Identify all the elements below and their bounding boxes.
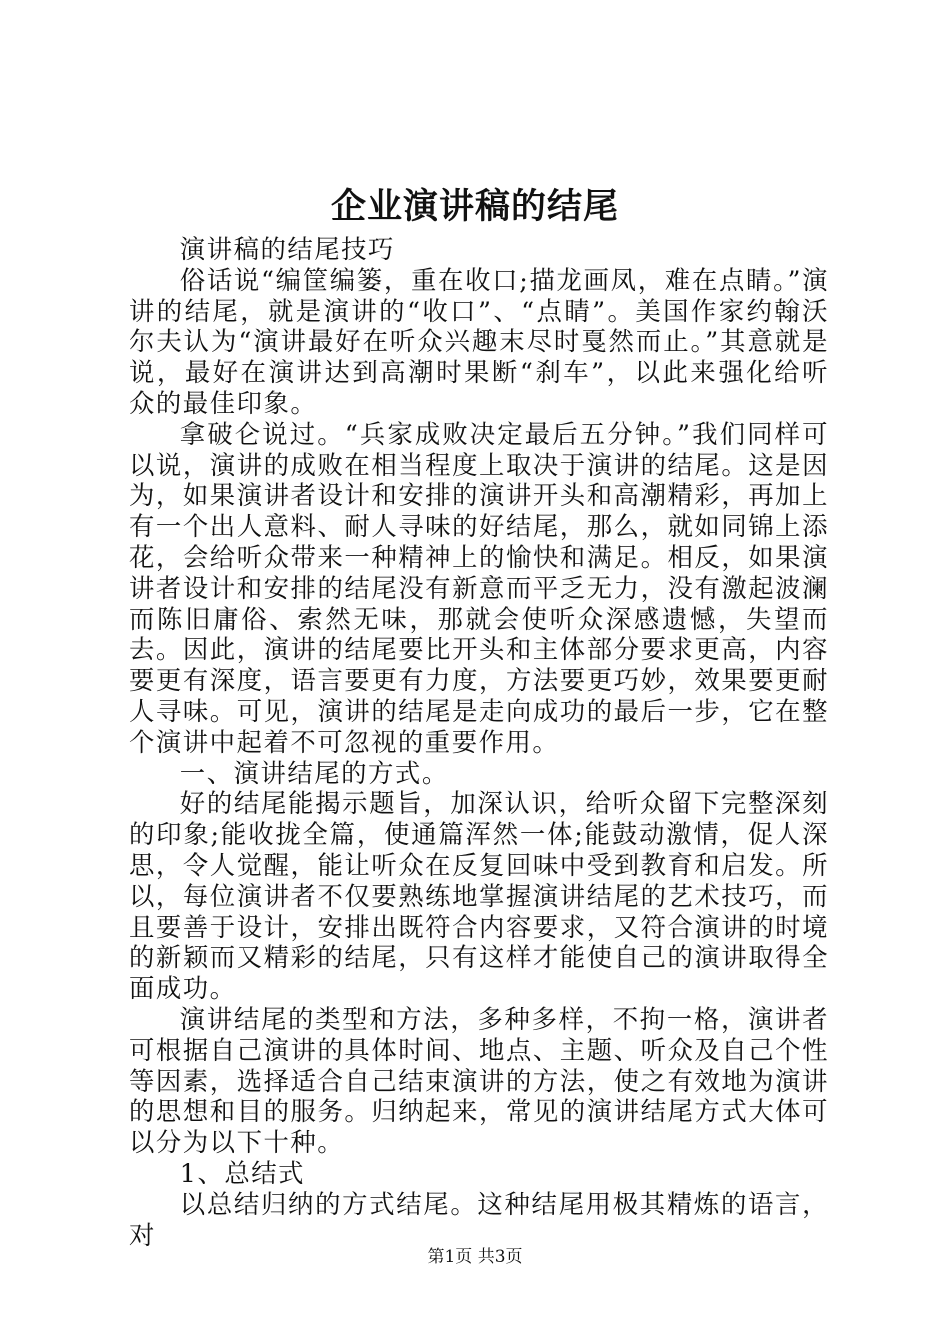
- paragraph: 以总结归纳的方式结尾。这种结尾用极其精炼的语言，对: [129, 1188, 829, 1250]
- page-footer: [0, 1245, 950, 1269]
- section-heading: 1、总结式: [179, 1157, 306, 1188]
- paragraph-subtitle: 演讲稿的结尾技巧: [179, 234, 395, 264]
- document-body: [129, 234, 829, 1250]
- section-heading: 一、演讲结尾的方式。: [179, 757, 449, 788]
- page-number: 第1页: [427, 1247, 473, 1267]
- paragraph: 俗话说“编筐编篓，重在收口;描龙画凤，难在点睛。”演讲的结尾，就是演讲的“收口”、“点睛”。美国作家约翰沃尔夫认为“演讲最好在听众兴趣末尽时戛然而止。”其意就是说，最好在演讲达到高潮时果断“刹车”，以此来强化给听众的最佳印象。: [129, 264, 829, 418]
- paragraph: 好的结尾能揭示题旨，加深认识，给听众留下完整深刻的印象;能收拢全篇，使通篇浑然一体;能鼓动激情，促人深思，令人觉醒，能让听众在反复回味中受到教育和启发。所以，每位演讲者不仅要熟练地掌握演讲结尾的艺术技巧，而且要善于设计，安排出既符合内容要求，又符合演讲的时境的新颖而又精彩的结尾，只有这样才能使自己的演讲取得全面成功。: [129, 788, 829, 1004]
- document-title: 企业演讲稿的结尾: [330, 187, 619, 227]
- paragraph: 拿破仑说过。“兵家成败决定最后五分钟。”我们同样可以说，演讲的成败在相当程度上取决于演讲的结尾。这是因为，如果演讲者设计和安排的演讲开头和高潮精彩，再加上有一个出人意料、耐人寻味的好结尾，那么，就如同锦上添花，会给听众带来一种精神上的愉快和满足。相反，如果演讲者设计和安排的结尾没有新意而平乏无力，没有激起波澜而陈旧庸俗、索然无味，那就会使听众深感遗憾，失望而去。因此，演讲的结尾要比开头和主体部分要求更高，内容要更有深度，语言要更有力度，方法要更巧妙，效果要更耐人寻味。可见，演讲的结尾是走向成功的最后一步，它在整个演讲中起着不可忽视的重要作用。: [129, 418, 829, 757]
- page-total: 共3页: [477, 1247, 523, 1267]
- paragraph: 演讲结尾的类型和方法，多种多样，不拘一格，演讲者可根据自己演讲的具体时间、地点、主题、听众及自己个性等因素，选择适合自己结束演讲的方法，使之有效地为演讲的思想和目的服务。归纳起来，常见的演讲结尾方式大体可以分为以下十种。: [129, 1003, 829, 1158]
